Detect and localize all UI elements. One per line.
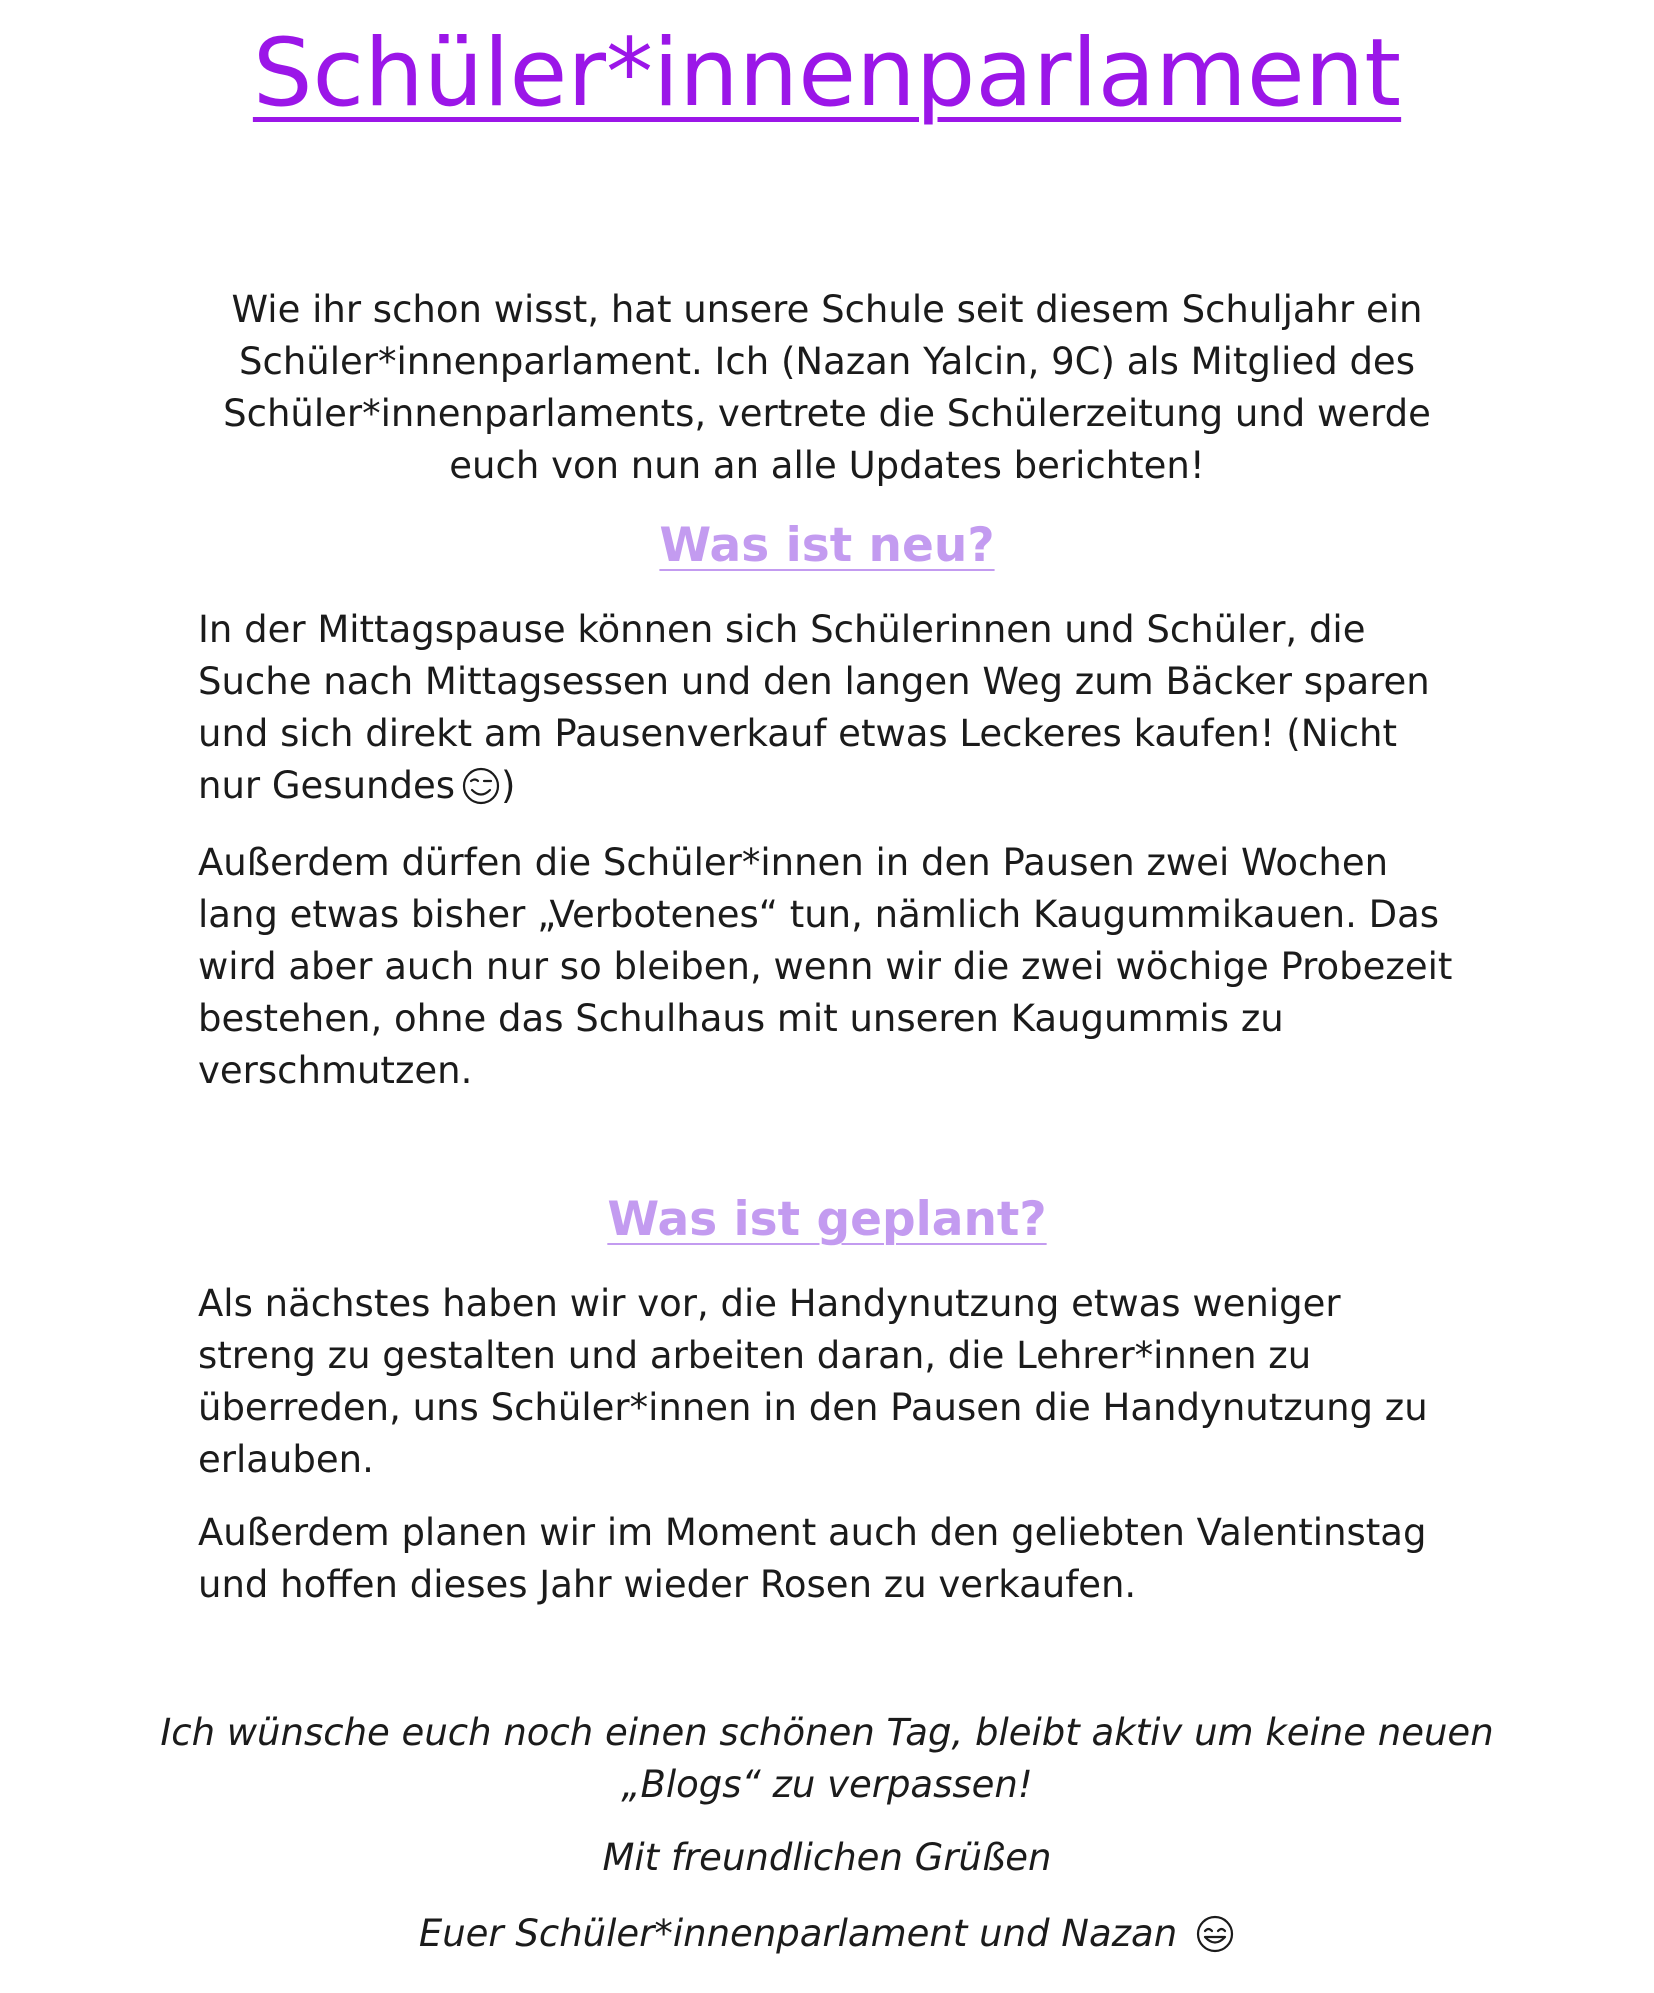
paragraph-valentinstag: Außerdem planen wir im Moment auch den geliebten Valentinstag und hoffen dieses Jahr wieder Rosen zu verkaufen. <box>198 1511 1427 1606</box>
heading-was-ist-neu: Was ist neu? <box>659 518 995 573</box>
smiling-face-icon <box>1195 1914 1235 1954</box>
closing-wish: Ich wünsche euch noch einen schönen Tag, bleibt aktiv um keine neuen „Blogs“ zu verpassen! <box>160 1711 1494 1806</box>
paragraph-kaugummi: Außerdem dürfen die Schüler*innen in den Pausen zwei Wochen lang etwas bisher „Verbotenes“ tun, nämlich Kaugummikauen. Das wird aber auch nur so bleiben, wenn wir die zwei wöchige Probezeit bestehen, ohne das Schulhaus mit unseren Kaugummis zu verschmutzen. <box>198 841 1453 1092</box>
closing-greeting: Mit freundlichen Grüßen <box>602 1836 1052 1879</box>
page-title: Schüler*innenparlament <box>252 19 1402 128</box>
winking-face-icon <box>461 766 501 806</box>
paragraph-mittagspause: In der Mittagspause können sich Schülerinnen und Schüler, die Suche nach Mittagsessen und den langen Weg zum Bäcker sparen und sich direkt am Pausenverkauf etwas Leckeres kaufen! (Nicht nur Gesundes ) <box>198 608 1430 807</box>
closing-signature: Euer Schüler*innenparlament und Nazan <box>150 1908 1504 1960</box>
intro-paragraph: Wie ihr schon wisst, hat unsere Schule seit diesem Schuljahr ein Schüler*innenparlament. Ich (Nazan Yalcin, 9C) als Mitglied des Schüler*innenparlaments, vertrete die Schülerzeitung und werde euch von nun an alle Updates berichten! <box>223 288 1431 487</box>
heading-was-ist-geplant: Was ist geplant? <box>607 1192 1047 1247</box>
paragraph-handynutzung: Als nächstes haben wir vor, die Handynutzung etwas weniger streng zu gestalten und arbeiten daran, die Lehrer*innen zu überreden, uns Schüler*innen in den Pausen die Handynutzung zu erlauben. <box>198 1282 1428 1481</box>
